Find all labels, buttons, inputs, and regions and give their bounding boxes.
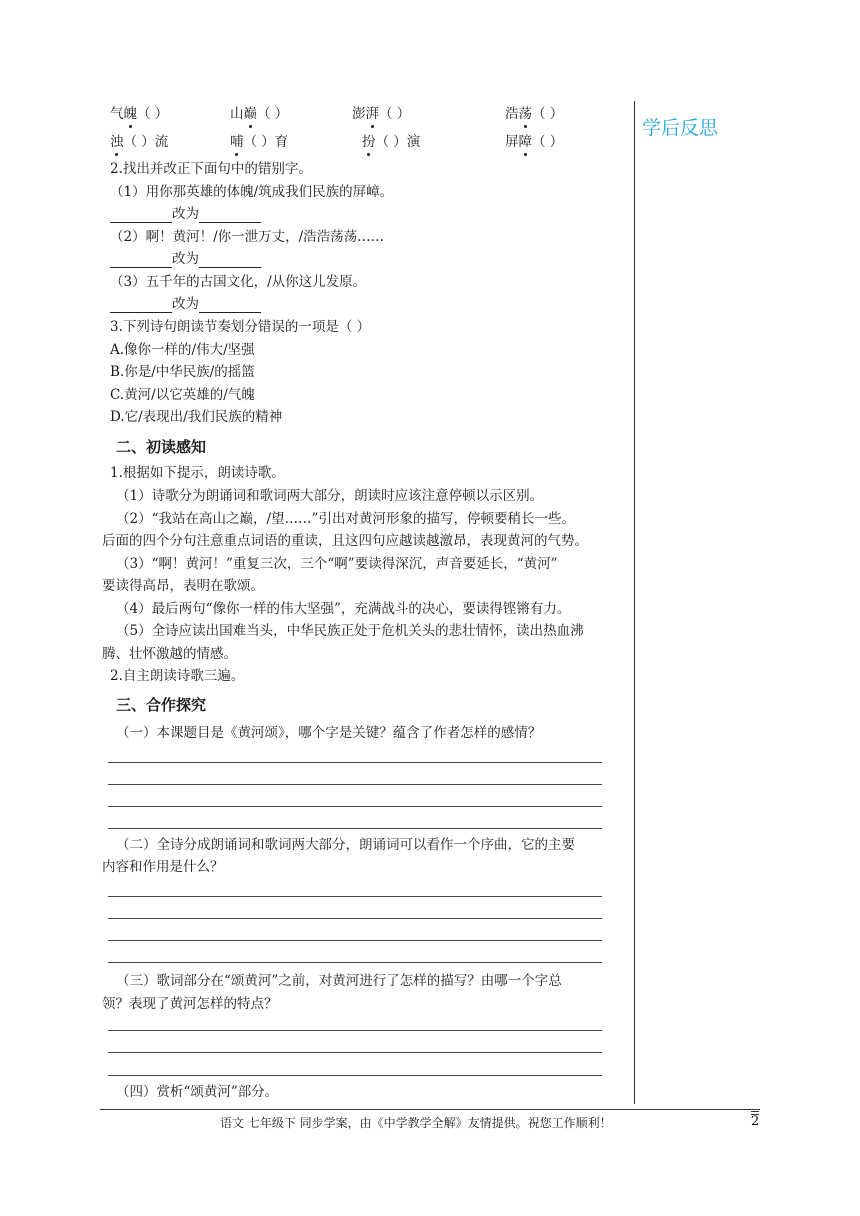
pinyin-item: 浊（ ）流 <box>110 134 169 150</box>
footer-text: 语文 七年级下 同步学案，由《中学教学全解》友情提供。祝您工作顺利！ <box>220 1116 612 1130</box>
question-line: 领？表现了黄河怎样的特点？ <box>102 996 278 1012</box>
paragraph-line: 后面的四个分句注意重点词语的重读，且这四句应越读越激昂，表现黄河的气势。 <box>102 533 588 549</box>
question-line: （四）赏析“颂黄河”部分。 <box>116 1084 279 1100</box>
pinyin-item: 山巅（ ） <box>230 106 289 122</box>
pinyin-item: 浩荡（ ） <box>505 106 564 122</box>
pinyin-item: 气魄（ ） <box>110 106 169 122</box>
question-sentence: （3）五千年的古国文化，/从你这儿发原。 <box>110 274 367 290</box>
correction-line: 改为 <box>110 205 261 223</box>
question-title: 3.下列诗句朗读节奏划分错误的一项是（ ） <box>110 319 371 335</box>
paragraph-line: （5）全诗应读出国难当头，中华民族正处于危机关头的悲壮情怀，读出热血沸 <box>116 623 584 639</box>
paragraph-line: （1）诗歌分为朗诵词和歌词两大部分，朗读时应该注意停顿以示区别。 <box>116 488 544 504</box>
section-heading: 二、初读感知 <box>116 438 207 456</box>
question-line: （三）歌词部分在“颂黄河”之前，对黄河进行了怎样的描写？由哪一个字总 <box>116 973 562 989</box>
paragraph-line: 1.根据如下提示，朗读诗歌。 <box>110 465 285 481</box>
answer-line[interactable] <box>108 1075 602 1076</box>
question-title: 2.找出并改正下面句中的错别字。 <box>110 161 312 177</box>
question-line: （二）全诗分成朗诵词和歌词两大部分，朗诵词可以看作一个序曲，它的主要 <box>116 837 575 853</box>
side-title: 学后反思 <box>642 117 719 139</box>
question-sentence: （2）啊！黄河！/你一泄万丈，/浩浩荡荡…… <box>110 229 385 245</box>
blank-line[interactable] <box>110 298 172 313</box>
answer-line[interactable] <box>108 1030 602 1031</box>
answer-line[interactable] <box>108 784 602 785</box>
correction-line: 改为 <box>110 295 261 313</box>
question-line: 内容和作用是什么？ <box>102 859 224 875</box>
pinyin-item: 澎湃（ ） <box>352 106 411 122</box>
answer-line[interactable] <box>108 1052 602 1053</box>
answer-line[interactable] <box>108 962 602 963</box>
blank-line[interactable] <box>110 208 172 223</box>
paragraph-line: 腾、壮怀激越的情感。 <box>102 646 237 662</box>
blank-line[interactable] <box>199 253 261 268</box>
question-sentence: （1）用你那英雄的体魄/筑成我们民族的屏嶂。 <box>110 184 394 200</box>
option: B.你是/中华民族/的摇篮 <box>110 364 255 380</box>
answer-line[interactable] <box>108 896 602 897</box>
answer-line[interactable] <box>108 918 602 919</box>
pinyin-item: 屏障（ ） <box>505 134 564 150</box>
page-number-mark <box>751 1111 759 1112</box>
answer-line[interactable] <box>108 828 602 829</box>
column-divider <box>634 101 635 1104</box>
blank-line[interactable] <box>199 208 261 223</box>
option: C.黄河/以它英雄的/气魄 <box>110 387 255 403</box>
question-line: （一）本课题目是《黄河颂》，哪个字是关键？蕴含了作者怎样的感情？ <box>116 725 542 741</box>
answer-line[interactable] <box>108 762 602 763</box>
answer-line[interactable] <box>108 940 602 941</box>
section-heading: 三、合作探究 <box>116 696 207 714</box>
paragraph-line: 2.自主朗读诗歌三遍。 <box>110 668 245 684</box>
answer-line[interactable] <box>108 806 602 807</box>
option: A.像你一样的/伟大/坚强 <box>110 342 255 358</box>
paragraph-line: （3）“啊！黄河！”重复三次，三个“啊”要读得深沉，声音要延长，“黄河” <box>116 556 558 572</box>
page-number: 2 <box>751 1114 760 1129</box>
footer-divider <box>100 1109 760 1110</box>
option: D.它/表现出/我们民族的精神 <box>110 409 283 425</box>
pinyin-item: 哺（ ）育 <box>230 134 289 150</box>
paragraph-line: （2）“我站在高山之巅，/望……”引出对黄河形象的描写，停顿要稍长一些。 <box>116 511 575 527</box>
blank-line[interactable] <box>199 298 261 313</box>
pinyin-item: 扮（ ）演 <box>362 134 421 150</box>
blank-line[interactable] <box>110 253 172 268</box>
correction-line: 改为 <box>110 250 261 268</box>
paragraph-line: 要读得高昂，表明在歌颂。 <box>102 578 264 594</box>
paragraph-line: （4）最后两句“像你一样的伟大坚强”，充满战斗的决心，要读得铿锵有力。 <box>116 601 571 617</box>
